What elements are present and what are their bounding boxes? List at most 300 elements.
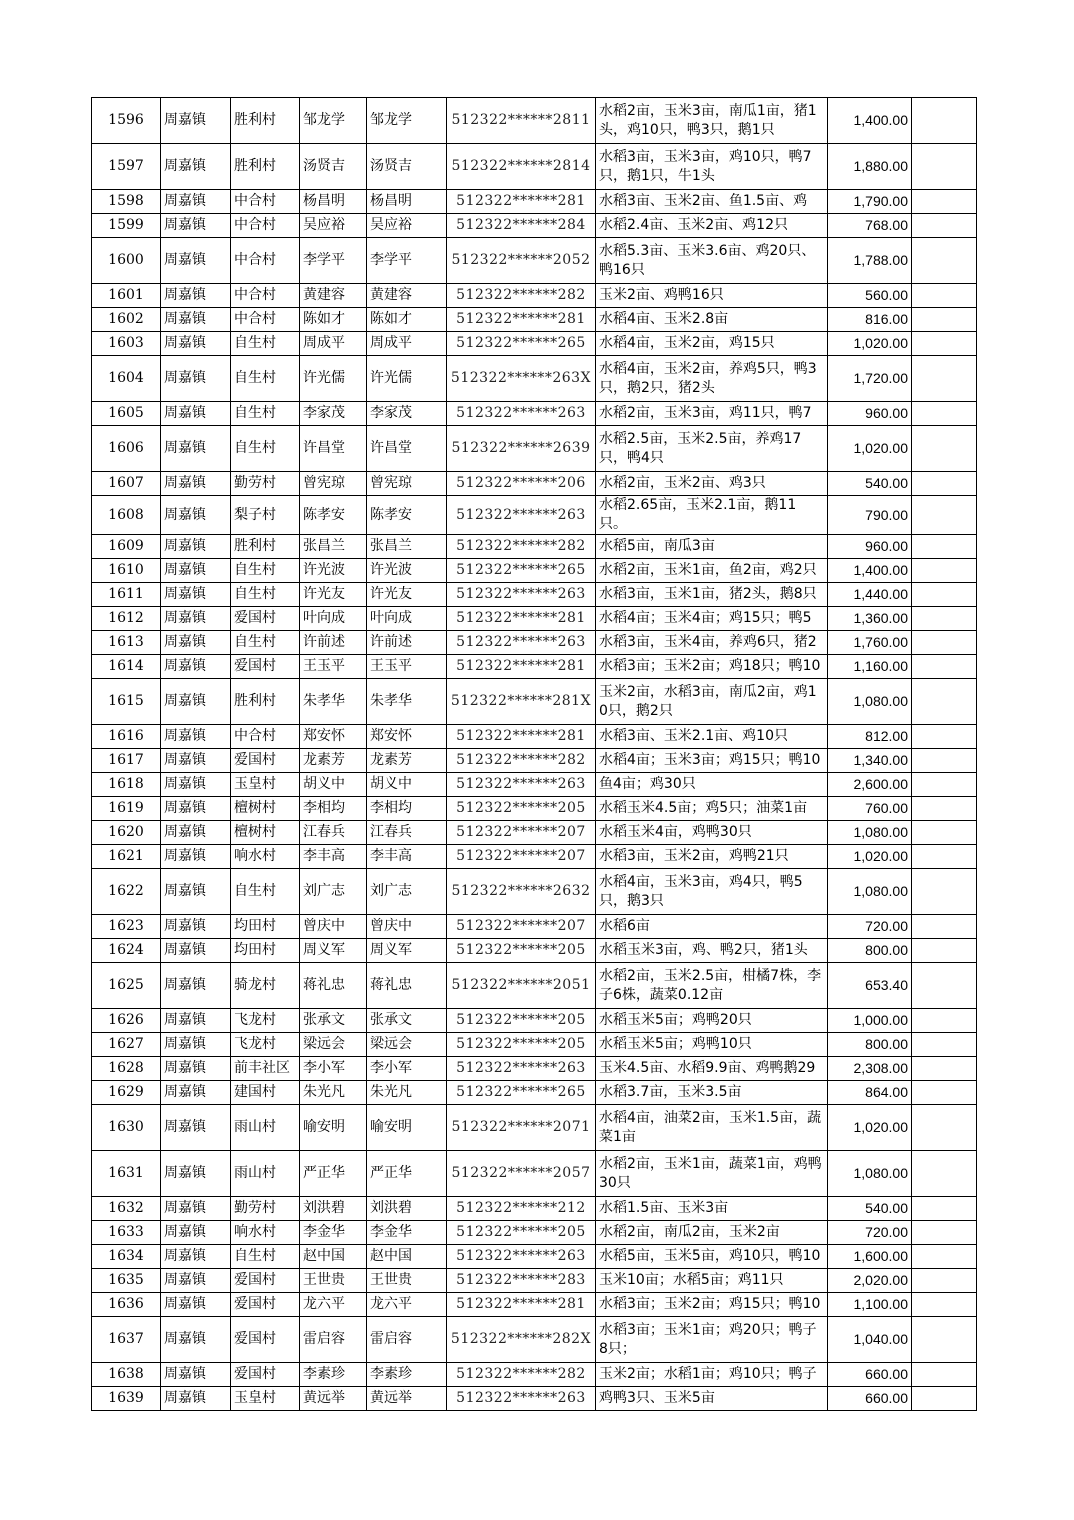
id-number-cell: 512322******207: [447, 915, 596, 939]
payee-cell: 黄建容: [367, 284, 447, 308]
payee-cell: 郑安怀: [367, 725, 447, 749]
remark-cell: [912, 631, 977, 655]
row-number: 1615: [92, 679, 161, 725]
table-row: [92, 845, 977, 869]
village-cell: 中合村: [231, 214, 300, 238]
table-row: [92, 284, 977, 308]
row-number: 1620: [92, 821, 161, 845]
id-number-cell: 512322******263: [447, 773, 596, 797]
remark-cell: [912, 284, 977, 308]
items-cell: 水稻4亩，玉米2亩，养鸡5只，鸭3只，鹅2只，猪2头: [596, 356, 828, 402]
town-cell: 周嘉镇: [161, 356, 231, 402]
amount-cell: 2,020.00: [828, 1269, 912, 1293]
name-cell: 李素珍: [300, 1363, 367, 1387]
amount-cell: 960.00: [828, 402, 912, 426]
village-cell: 骑龙村: [231, 963, 300, 1009]
id-number-cell: 512322******2057: [447, 1151, 596, 1197]
amount-cell: 540.00: [828, 1197, 912, 1221]
name-cell: 龙六平: [300, 1293, 367, 1317]
town-cell: 周嘉镇: [161, 939, 231, 963]
items-cell: 水稻4亩；玉米3亩；鸡15只；鸭10: [596, 749, 828, 773]
table-row: [92, 1387, 977, 1411]
name-cell: 李家茂: [300, 402, 367, 426]
amount-cell: 760.00: [828, 797, 912, 821]
amount-cell: 960.00: [828, 535, 912, 559]
payee-cell: 许光儒: [367, 356, 447, 402]
amount-cell: 1,080.00: [828, 679, 912, 725]
name-cell: 王世贵: [300, 1269, 367, 1293]
row-number: 1630: [92, 1105, 161, 1151]
amount-cell: 790.00: [828, 496, 912, 535]
name-cell: 李丰高: [300, 845, 367, 869]
remark-cell: [912, 356, 977, 402]
town-cell: 周嘉镇: [161, 144, 231, 190]
remark-cell: [912, 402, 977, 426]
payee-cell: 张承文: [367, 1009, 447, 1033]
village-cell: 檀树村: [231, 821, 300, 845]
amount-cell: 1,788.00: [828, 238, 912, 284]
village-cell: 梨子村: [231, 496, 300, 535]
items-cell: 水稻6亩: [596, 915, 828, 939]
village-cell: 胜利村: [231, 679, 300, 725]
row-number: 1608: [92, 496, 161, 535]
remark-cell: [912, 963, 977, 1009]
village-cell: 爱国村: [231, 1317, 300, 1363]
id-number-cell: 512322******281: [447, 190, 596, 214]
items-cell: 水稻2亩，玉米2亩、鸡3只: [596, 472, 828, 496]
table-row: [92, 1009, 977, 1033]
amount-cell: 1,600.00: [828, 1245, 912, 1269]
name-cell: 曾宪琼: [300, 472, 367, 496]
table-row: [92, 559, 977, 583]
items-cell: 水稻3亩、玉米2.1亩、鸡10只: [596, 725, 828, 749]
name-cell: 许光友: [300, 583, 367, 607]
items-cell: 水稻4亩；玉米4亩；鸡15只；鸭5: [596, 607, 828, 631]
town-cell: 周嘉镇: [161, 1221, 231, 1245]
payee-cell: 黄远举: [367, 1387, 447, 1411]
row-number: 1637: [92, 1317, 161, 1363]
remark-cell: [912, 238, 977, 284]
name-cell: 雷启容: [300, 1317, 367, 1363]
payee-cell: 许光波: [367, 559, 447, 583]
village-cell: 飞龙村: [231, 1009, 300, 1033]
payee-cell: 邹龙学: [367, 98, 447, 144]
payee-cell: 吴应裕: [367, 214, 447, 238]
remark-cell: [912, 472, 977, 496]
town-cell: 周嘉镇: [161, 963, 231, 1009]
amount-cell: 540.00: [828, 472, 912, 496]
table-row: [92, 679, 977, 725]
id-number-cell: 512322******284: [447, 214, 596, 238]
table-row: [92, 1363, 977, 1387]
id-number-cell: 512322******263X: [447, 356, 596, 402]
id-number-cell: 512322******281: [447, 607, 596, 631]
row-number: 1636: [92, 1293, 161, 1317]
name-cell: 张承文: [300, 1009, 367, 1033]
village-cell: 雨山村: [231, 1151, 300, 1197]
items-cell: 水稻3亩、玉米2亩、鱼1.5亩、鸡: [596, 190, 828, 214]
amount-cell: 720.00: [828, 915, 912, 939]
name-cell: 刘洪碧: [300, 1197, 367, 1221]
payee-cell: 叶向成: [367, 607, 447, 631]
id-number-cell: 512322******265: [447, 332, 596, 356]
amount-cell: 653.40: [828, 963, 912, 1009]
items-cell: 水稻玉米4.5亩；鸡5只；油菜1亩: [596, 797, 828, 821]
amount-cell: 800.00: [828, 939, 912, 963]
name-cell: 刘广志: [300, 869, 367, 915]
amount-cell: 1,020.00: [828, 845, 912, 869]
amount-cell: 1,360.00: [828, 607, 912, 631]
items-cell: 鱼4亩；鸡30只: [596, 773, 828, 797]
items-cell: 水稻2亩，玉米3亩，南瓜1亩，猪1头，鸡10只，鸭3只，鹅1只: [596, 98, 828, 144]
payee-cell: 李素珍: [367, 1363, 447, 1387]
remark-cell: [912, 1033, 977, 1057]
village-cell: 中合村: [231, 284, 300, 308]
amount-cell: 1,040.00: [828, 1317, 912, 1363]
payee-cell: 杨昌明: [367, 190, 447, 214]
village-cell: 檀树村: [231, 797, 300, 821]
payee-cell: 喻安明: [367, 1105, 447, 1151]
town-cell: 周嘉镇: [161, 631, 231, 655]
table-row: [92, 1151, 977, 1197]
town-cell: 周嘉镇: [161, 426, 231, 472]
payee-cell: 张昌兰: [367, 535, 447, 559]
table-row: [92, 655, 977, 679]
amount-cell: 660.00: [828, 1387, 912, 1411]
items-cell: 玉米4.5亩、水稻9.9亩、鸡鸭鹅29: [596, 1057, 828, 1081]
amount-cell: 768.00: [828, 214, 912, 238]
remark-cell: [912, 679, 977, 725]
town-cell: 周嘉镇: [161, 98, 231, 144]
town-cell: 周嘉镇: [161, 284, 231, 308]
name-cell: 李金华: [300, 1221, 367, 1245]
town-cell: 周嘉镇: [161, 655, 231, 679]
items-cell: 水稻2亩，玉米3亩，鸡11只，鸭7: [596, 402, 828, 426]
items-cell: 水稻2亩，玉米1亩，蔬菜1亩，鸡鸭30只: [596, 1151, 828, 1197]
table-row: [92, 190, 977, 214]
payee-cell: 李学平: [367, 238, 447, 284]
table-row: [92, 963, 977, 1009]
town-cell: 周嘉镇: [161, 1009, 231, 1033]
remark-cell: [912, 797, 977, 821]
items-cell: 水稻4亩，玉米3亩，鸡4只，鸭5只，鹅3只: [596, 869, 828, 915]
town-cell: 周嘉镇: [161, 607, 231, 631]
payee-cell: 龙六平: [367, 1293, 447, 1317]
amount-cell: 864.00: [828, 1081, 912, 1105]
row-number: 1619: [92, 797, 161, 821]
items-cell: 水稻2亩，玉米1亩，鱼2亩，鸡2只: [596, 559, 828, 583]
town-cell: 周嘉镇: [161, 472, 231, 496]
amount-cell: 1,020.00: [828, 1105, 912, 1151]
remark-cell: [912, 1363, 977, 1387]
payee-cell: 胡义中: [367, 773, 447, 797]
items-cell: 水稻5亩，南瓜3亩: [596, 535, 828, 559]
payee-cell: 李家茂: [367, 402, 447, 426]
row-number: 1613: [92, 631, 161, 655]
amount-cell: 1,790.00: [828, 190, 912, 214]
village-cell: 爱国村: [231, 749, 300, 773]
town-cell: 周嘉镇: [161, 238, 231, 284]
id-number-cell: 512322******263: [447, 583, 596, 607]
town-cell: 周嘉镇: [161, 214, 231, 238]
table-row: [92, 426, 977, 472]
payee-cell: 朱孝华: [367, 679, 447, 725]
name-cell: 龙素芳: [300, 749, 367, 773]
items-cell: 水稻4亩，油菜2亩，玉米1.5亩，蔬菜1亩: [596, 1105, 828, 1151]
name-cell: 江春兵: [300, 821, 367, 845]
id-number-cell: 512322******281: [447, 725, 596, 749]
table-row: [92, 214, 977, 238]
name-cell: 蒋礼忠: [300, 963, 367, 1009]
town-cell: 周嘉镇: [161, 308, 231, 332]
name-cell: 梁远会: [300, 1033, 367, 1057]
town-cell: 周嘉镇: [161, 679, 231, 725]
id-number-cell: 512322******206: [447, 472, 596, 496]
table-row: [92, 749, 977, 773]
remark-cell: [912, 1105, 977, 1151]
payee-cell: 陈如才: [367, 308, 447, 332]
village-cell: 自生村: [231, 1245, 300, 1269]
items-cell: 水稻玉米5亩；鸡鸭10只: [596, 1033, 828, 1057]
items-cell: 水稻2亩，玉米2.5亩，柑橘7株，李子6株，蔬菜0.12亩: [596, 963, 828, 1009]
village-cell: 自生村: [231, 559, 300, 583]
name-cell: 邹龙学: [300, 98, 367, 144]
table-row: [92, 773, 977, 797]
row-number: 1601: [92, 284, 161, 308]
id-number-cell: 512322******265: [447, 1081, 596, 1105]
name-cell: 杨昌明: [300, 190, 367, 214]
id-number-cell: 512322******2814: [447, 144, 596, 190]
id-number-cell: 512322******205: [447, 797, 596, 821]
amount-cell: 1,080.00: [828, 869, 912, 915]
table-row: [92, 1033, 977, 1057]
remark-cell: [912, 332, 977, 356]
village-cell: 玉皇村: [231, 1387, 300, 1411]
town-cell: 周嘉镇: [161, 1245, 231, 1269]
payee-cell: 周成平: [367, 332, 447, 356]
items-cell: 玉米2亩、鸡鸭16只: [596, 284, 828, 308]
items-cell: 玉米10亩；水稻5亩；鸡11只: [596, 1269, 828, 1293]
town-cell: 周嘉镇: [161, 559, 231, 583]
amount-cell: 1,080.00: [828, 1151, 912, 1197]
village-cell: 自生村: [231, 631, 300, 655]
village-cell: 胜利村: [231, 535, 300, 559]
village-cell: 中合村: [231, 190, 300, 214]
remark-cell: [912, 1221, 977, 1245]
items-cell: 水稻玉米5亩；鸡鸭20只: [596, 1009, 828, 1033]
amount-cell: 1,400.00: [828, 559, 912, 583]
remark-cell: [912, 1009, 977, 1033]
town-cell: 周嘉镇: [161, 1387, 231, 1411]
name-cell: 李相均: [300, 797, 367, 821]
name-cell: 朱光凡: [300, 1081, 367, 1105]
payee-cell: 江春兵: [367, 821, 447, 845]
row-number: 1610: [92, 559, 161, 583]
payee-cell: 李小军: [367, 1057, 447, 1081]
items-cell: 水稻5.3亩、玉米3.6亩、鸡20只、鸭16只: [596, 238, 828, 284]
amount-cell: 812.00: [828, 725, 912, 749]
remark-cell: [912, 1387, 977, 1411]
items-cell: 水稻3.7亩，玉米3.5亩: [596, 1081, 828, 1105]
village-cell: 自生村: [231, 869, 300, 915]
table-row: [92, 583, 977, 607]
village-cell: 雨山村: [231, 1105, 300, 1151]
items-cell: 水稻2.5亩，玉米2.5亩，养鸡17只，鸭4只: [596, 426, 828, 472]
table-row: [92, 1293, 977, 1317]
items-cell: 水稻2.65亩，玉米2.1亩，鹅11只。: [596, 496, 828, 535]
name-cell: 周成平: [300, 332, 367, 356]
amount-cell: 2,308.00: [828, 1057, 912, 1081]
town-cell: 周嘉镇: [161, 821, 231, 845]
table-row: [92, 1081, 977, 1105]
payee-cell: 龙素芳: [367, 749, 447, 773]
items-cell: 水稻3亩；玉米2亩；鸡15只；鸭10: [596, 1293, 828, 1317]
table-row: [92, 98, 977, 144]
town-cell: 周嘉镇: [161, 1057, 231, 1081]
items-cell: 水稻3亩，玉米1亩，猪2头，鹅8只: [596, 583, 828, 607]
village-cell: 爱国村: [231, 607, 300, 631]
row-number: 1618: [92, 773, 161, 797]
village-cell: 胜利村: [231, 98, 300, 144]
table-row: [92, 1317, 977, 1363]
town-cell: 周嘉镇: [161, 1317, 231, 1363]
row-number: 1632: [92, 1197, 161, 1221]
row-number: 1598: [92, 190, 161, 214]
remark-cell: [912, 308, 977, 332]
table-row: [92, 308, 977, 332]
id-number-cell: 512322******212: [447, 1197, 596, 1221]
id-number-cell: 512322******282: [447, 535, 596, 559]
row-number: 1607: [92, 472, 161, 496]
town-cell: 周嘉镇: [161, 749, 231, 773]
village-cell: 胜利村: [231, 144, 300, 190]
amount-cell: 1,020.00: [828, 332, 912, 356]
name-cell: 周义军: [300, 939, 367, 963]
payee-cell: 王世贵: [367, 1269, 447, 1293]
row-number: 1624: [92, 939, 161, 963]
row-number: 1614: [92, 655, 161, 679]
id-number-cell: 512322******282: [447, 1363, 596, 1387]
items-cell: 水稻玉米3亩，鸡、鸭2只，猪1头: [596, 939, 828, 963]
row-number: 1634: [92, 1245, 161, 1269]
id-number-cell: 512322******282: [447, 284, 596, 308]
payee-cell: 曾庆中: [367, 915, 447, 939]
row-number: 1635: [92, 1269, 161, 1293]
remark-cell: [912, 1151, 977, 1197]
town-cell: 周嘉镇: [161, 773, 231, 797]
remark-cell: [912, 773, 977, 797]
remark-cell: [912, 821, 977, 845]
table-row: [92, 238, 977, 284]
table-row: [92, 939, 977, 963]
name-cell: 朱孝华: [300, 679, 367, 725]
row-number: 1621: [92, 845, 161, 869]
amount-cell: 1,000.00: [828, 1009, 912, 1033]
table-row: [92, 725, 977, 749]
remark-cell: [912, 426, 977, 472]
town-cell: 周嘉镇: [161, 1105, 231, 1151]
remark-cell: [912, 1057, 977, 1081]
village-cell: 爱国村: [231, 1269, 300, 1293]
payee-cell: 许光友: [367, 583, 447, 607]
items-cell: 水稻1.5亩、玉米3亩: [596, 1197, 828, 1221]
town-cell: 周嘉镇: [161, 402, 231, 426]
payee-cell: 许昌堂: [367, 426, 447, 472]
row-number: 1625: [92, 963, 161, 1009]
name-cell: 李小军: [300, 1057, 367, 1081]
table-row: [92, 402, 977, 426]
town-cell: 周嘉镇: [161, 496, 231, 535]
table-row: [92, 1105, 977, 1151]
row-number: 1622: [92, 869, 161, 915]
row-number: 1611: [92, 583, 161, 607]
table-row: [92, 915, 977, 939]
id-number-cell: 512322******205: [447, 1221, 596, 1245]
remark-cell: [912, 1245, 977, 1269]
id-number-cell: 512322******281X: [447, 679, 596, 725]
payee-cell: 赵中国: [367, 1245, 447, 1269]
name-cell: 许光波: [300, 559, 367, 583]
row-number: 1628: [92, 1057, 161, 1081]
payee-cell: 陈孝安: [367, 496, 447, 535]
amount-cell: 1,160.00: [828, 655, 912, 679]
row-number: 1627: [92, 1033, 161, 1057]
payee-cell: 雷启容: [367, 1317, 447, 1363]
remark-cell: [912, 939, 977, 963]
town-cell: 周嘉镇: [161, 1363, 231, 1387]
table-row: [92, 821, 977, 845]
items-cell: 鸡鸭3只、玉米5亩: [596, 1387, 828, 1411]
id-number-cell: 512322******2051: [447, 963, 596, 1009]
id-number-cell: 512322******281: [447, 1293, 596, 1317]
items-cell: 水稻3亩，玉米2亩，鸡鸭21只: [596, 845, 828, 869]
payee-cell: 严正华: [367, 1151, 447, 1197]
amount-cell: 1,340.00: [828, 749, 912, 773]
town-cell: 周嘉镇: [161, 1197, 231, 1221]
name-cell: 许昌堂: [300, 426, 367, 472]
row-number: 1596: [92, 98, 161, 144]
compensation-table: [91, 97, 977, 1411]
items-cell: 水稻2.4亩、玉米2亩、鸡12只: [596, 214, 828, 238]
village-cell: 前丰社区: [231, 1057, 300, 1081]
amount-cell: 560.00: [828, 284, 912, 308]
town-cell: 周嘉镇: [161, 1081, 231, 1105]
village-cell: 响水村: [231, 845, 300, 869]
town-cell: 周嘉镇: [161, 1151, 231, 1197]
row-number: 1626: [92, 1009, 161, 1033]
payee-cell: 汤贤吉: [367, 144, 447, 190]
id-number-cell: 512322******2052: [447, 238, 596, 284]
name-cell: 叶向成: [300, 607, 367, 631]
table-row: [92, 1269, 977, 1293]
name-cell: 张昌兰: [300, 535, 367, 559]
payee-cell: 刘广志: [367, 869, 447, 915]
table-row: [92, 1245, 977, 1269]
row-number: 1623: [92, 915, 161, 939]
items-cell: 水稻3亩，玉米3亩，鸡10只，鸭7只，鹅1只，牛1头: [596, 144, 828, 190]
village-cell: 爱国村: [231, 1363, 300, 1387]
remark-cell: [912, 915, 977, 939]
row-number: 1604: [92, 356, 161, 402]
items-cell: 玉米2亩，水稻3亩，南瓜2亩，鸡10只，鹅2只: [596, 679, 828, 725]
town-cell: 周嘉镇: [161, 1269, 231, 1293]
town-cell: 周嘉镇: [161, 583, 231, 607]
items-cell: 玉米2亩；水稻1亩；鸡10只；鸭子: [596, 1363, 828, 1387]
items-cell: 水稻3亩；玉米2亩；鸡18只；鸭10: [596, 655, 828, 679]
table-row: [92, 607, 977, 631]
id-number-cell: 512322******263: [447, 402, 596, 426]
payee-cell: 周义军: [367, 939, 447, 963]
